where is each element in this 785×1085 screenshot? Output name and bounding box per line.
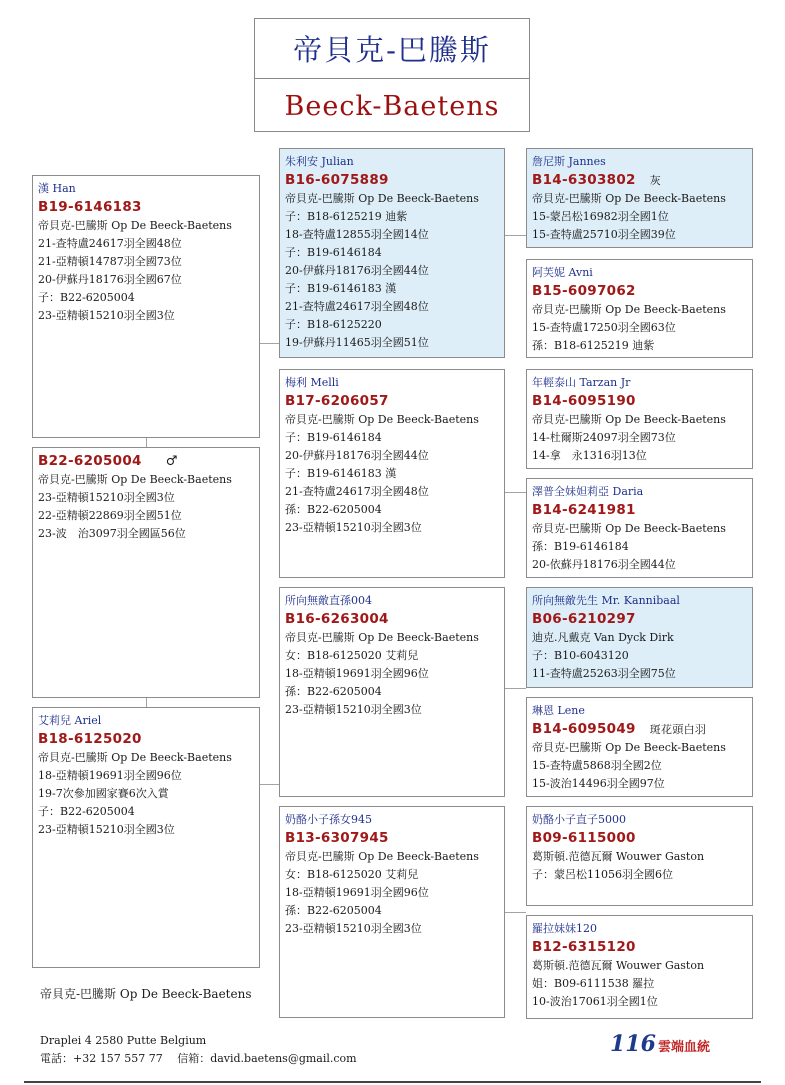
bird-name: 羅拉妹妹120 (532, 922, 597, 935)
record-line: 23-亞精頓15210羽全國3位 (285, 922, 422, 935)
pedigree-card-dam (32, 707, 260, 968)
pedigree-card-ss-dam (526, 259, 753, 358)
record-line: 20-伊蘇丹18176羽全國44位 (285, 264, 429, 277)
pedigree-card-sd-sire (526, 369, 753, 469)
ring-number-row (285, 171, 499, 190)
bird-name: 阿芙妮 Avni (532, 266, 593, 279)
title-english: Beeck-Baetens (284, 90, 500, 122)
bird-name: 奶酪小子孫女945 (285, 813, 372, 826)
ring-number: B14-6095190 (532, 393, 636, 409)
ring-number-row (285, 392, 499, 411)
ring-number: B16-6263004 (285, 611, 389, 627)
record-line: 帝貝克-巴騰斯 Op De Beeck-Baetens (532, 741, 726, 754)
ring-number-row (38, 452, 254, 471)
record-line: 21-查特盧24617羽全國48位 (285, 300, 429, 313)
record-line: 子：B19-6146184 (285, 246, 382, 259)
ring-number-row (532, 171, 747, 190)
connector-line (146, 437, 147, 447)
record-line: 15-查特盧5868羽全國2位 (532, 759, 662, 772)
record-line: 23-亞精頓15210羽全國3位 (38, 309, 175, 322)
record-line: 19-7次參加國家賽6次入賞 (38, 787, 169, 800)
connector-line (259, 784, 279, 785)
record-line: 20-伊蘇丹18176羽全國67位 (38, 273, 182, 286)
bird-name: 艾莉兒 Ariel (38, 714, 102, 727)
bird-name: 琳恩 Lene (532, 704, 585, 717)
ring-number: B17-6206057 (285, 393, 389, 409)
pedigree-card-dam-sire (279, 587, 505, 797)
record-line: 子：B18-6125220 (285, 318, 382, 331)
record-line: 姐：B09-6111538 羅拉 (532, 977, 655, 990)
ring-number-row (532, 829, 747, 848)
record-line: 帝貝克-巴騰斯 Op De Beeck-Baetens (38, 473, 232, 486)
pedigree-card-ds-sire (526, 587, 753, 688)
record-line: 葛斯頓.范德瓦爾 Wouwer Gaston (532, 959, 705, 972)
record-line: 23-亞精頓15210羽全國3位 (38, 823, 175, 836)
record-line: 15-波治14496羽全國97位 (532, 777, 665, 790)
bird-name: 奶酪小子直子5000 (532, 813, 626, 826)
record-line: 子：蒙呂松11056羽全國6位 (532, 868, 673, 881)
record-line: 18-亞精頓19691羽全國96位 (38, 769, 182, 782)
ring-number: B14-6303802 (532, 172, 636, 188)
connector-line (504, 235, 526, 236)
record-line: 子：B22-6205004 (38, 805, 135, 818)
record-line: 18-亞精頓19691羽全國96位 (285, 886, 429, 899)
ring-number: B06-6210297 (532, 611, 636, 627)
ring-number-row (38, 198, 254, 217)
record-line: 14-拿 永1316羽13位 (532, 449, 647, 462)
bird-name: 梅利 Melli (285, 376, 339, 389)
connector-line (259, 343, 279, 344)
ring-number-row (532, 610, 747, 629)
pedigree-card-subject (32, 447, 260, 698)
record-line: 孫：B22-6205004 (285, 685, 382, 698)
record-line: 女：B18-6125020 艾莉兒 (285, 649, 419, 662)
record-line: 21-亞精頓14787羽全國73位 (38, 255, 182, 268)
record-line: 14-杜爾斯24097羽全國73位 (532, 431, 676, 444)
record-line: 帝貝克-巴騰斯 Op De Beeck-Baetens (532, 413, 726, 426)
record-line: 20-伊蘇丹18176羽全國44位 (285, 449, 429, 462)
pedigree-card-sire-dam (279, 369, 505, 578)
pedigree-card-ss-sire (526, 148, 753, 248)
male-symbol-icon: ♂ (165, 454, 178, 469)
contact-info: 電話：+32 157 557 77 信箱：david.baetens@gmail.com (40, 1052, 357, 1065)
record-line: 18-亞精頓19691羽全國96位 (285, 667, 429, 680)
pedigree-card-ds-dam (526, 697, 753, 797)
record-line: 23-亞精頓15210羽全國3位 (285, 703, 422, 716)
ring-number-row (38, 730, 254, 749)
record-line: 孫：B19-6146184 (532, 540, 629, 553)
contact-block (40, 1032, 357, 1068)
logo-text: 雲端血統 (657, 1040, 710, 1055)
record-line: 帝貝克-巴騰斯 Op De Beeck-Baetens (38, 751, 232, 764)
connector-line (146, 697, 147, 707)
record-line: 帝貝克-巴騰斯 Op De Beeck-Baetens (285, 192, 479, 205)
record-line: 10-波治17061羽全國1位 (532, 995, 658, 1008)
ring-number-row (285, 829, 499, 848)
ring-number: B09-6115000 (532, 830, 636, 846)
color-tag: 灰 (649, 174, 662, 187)
record-line: 葛斯頓.范德瓦爾 Wouwer Gaston (532, 850, 705, 863)
record-line: 帝貝克-巴騰斯 Op De Beeck-Baetens (38, 219, 232, 232)
record-line: 子：B10-6043120 (532, 649, 629, 662)
logo-number: 116 (610, 1031, 656, 1057)
ring-number: B18-6125020 (38, 731, 142, 747)
ring-number-row (285, 610, 499, 629)
connector-line (504, 912, 526, 913)
bird-name: 詹尼斯 Jannes (532, 155, 606, 168)
breeder-name: 帝貝克-巴騰斯 Op De Beeck-Baetens (40, 987, 252, 1001)
record-line: 18-查特盧12855羽全國14位 (285, 228, 429, 241)
title-chinese: 帝貝克-巴騰斯 (255, 19, 529, 79)
connector-line (504, 492, 526, 493)
ring-number: B14-6095049 (532, 721, 636, 737)
record-line: 20-依蘇丹18176羽全國44位 (532, 558, 676, 571)
record-line: 孫：B22-6205004 (285, 503, 382, 516)
pedigree-card-sd-dam (526, 478, 753, 578)
ring-number: B14-6241981 (532, 502, 636, 518)
record-line: 迪克.凡戴克 Van Dyck Dirk (532, 631, 674, 644)
record-line: 帝貝克-巴騰斯 Op De Beeck-Baetens (285, 850, 479, 863)
ring-number-row (532, 720, 747, 739)
bird-name: 年輕泰山 Tarzan Jr (532, 376, 631, 389)
ring-number-row (532, 938, 747, 957)
record-line: 帝貝克-巴騰斯 Op De Beeck-Baetens (532, 192, 726, 205)
title-box (254, 18, 530, 132)
pedigree-card-dd-dam (526, 915, 753, 1019)
bird-name: 漢 Han (38, 182, 76, 195)
ring-number: B13-6307945 (285, 830, 389, 846)
connector-line (504, 688, 526, 689)
bottom-rule (24, 1081, 761, 1083)
record-line: 女：B18-6125020 艾莉兒 (285, 868, 419, 881)
record-line: 21-查特盧24617羽全國48位 (38, 237, 182, 250)
record-line: 子：B19-6146183 漢 (285, 282, 397, 295)
record-line: 11-查特盧25263羽全國75位 (532, 667, 676, 680)
pedigree-card-sire-sire (279, 148, 505, 358)
record-line: 子：B19-6146183 漢 (285, 467, 397, 480)
pedigree-card-sire (32, 175, 260, 438)
ring-number: B22-6205004 (38, 453, 142, 469)
ring-number-row (532, 501, 747, 520)
record-line: 帝貝克-巴騰斯 Op De Beeck-Baetens (532, 522, 726, 535)
record-line: 23-亞精頓15210羽全國3位 (38, 491, 175, 504)
record-line: 19-伊蘇丹11465羽全國51位 (285, 336, 429, 349)
ring-number: B19-6146183 (38, 199, 142, 215)
ring-number: B15-6097062 (532, 283, 636, 299)
record-line: 孫：B18-6125219 迪紫 (532, 339, 655, 352)
bird-name: 朱利安 Julian (285, 155, 354, 168)
ring-number: B16-6075889 (285, 172, 389, 188)
record-line: 15-查特盧17250羽全國63位 (532, 321, 676, 334)
record-line: 15-查特盧25710羽全國39位 (532, 228, 676, 241)
pedigree-card-dam-dam (279, 806, 505, 1018)
record-line: 21-查特盧24617羽全國48位 (285, 485, 429, 498)
record-line: 帝貝克-巴騰斯 Op De Beeck-Baetens (285, 413, 479, 426)
record-line: 帝貝克-巴騰斯 Op De Beeck-Baetens (532, 303, 726, 316)
record-line: 22-亞精頓22869羽全國51位 (38, 509, 182, 522)
bird-name: 所向無敵直孫004 (285, 594, 372, 607)
record-line: 23-波 治3097羽全國區56位 (38, 527, 186, 540)
record-line: 孫：B22-6205004 (285, 904, 382, 917)
record-line: 子：B22-6205004 (38, 291, 135, 304)
record-line: 子：B18-6125219 迪紫 (285, 210, 408, 223)
bird-name: 澤普全妹妲莉亞 Daria (532, 485, 644, 498)
ring-number: B12-6315120 (532, 939, 636, 955)
address: Draplei 4 2580 Putte Belgium (40, 1034, 207, 1047)
bird-name: 所向無敵先生 Mr. Kannibaal (532, 594, 680, 607)
record-line: 帝貝克-巴騰斯 Op De Beeck-Baetens (285, 631, 479, 644)
ring-number-row (532, 392, 747, 411)
brand-logo (610, 1031, 710, 1057)
record-line: 15-蒙呂松16982羽全國1位 (532, 210, 669, 223)
pedigree-card-dd-sire (526, 806, 753, 906)
record-line: 子：B19-6146184 (285, 431, 382, 444)
color-tag: 斑花頭白羽 (649, 723, 707, 736)
record-line: 23-亞精頓15210羽全國3位 (285, 521, 422, 534)
ring-number-row (532, 282, 747, 301)
